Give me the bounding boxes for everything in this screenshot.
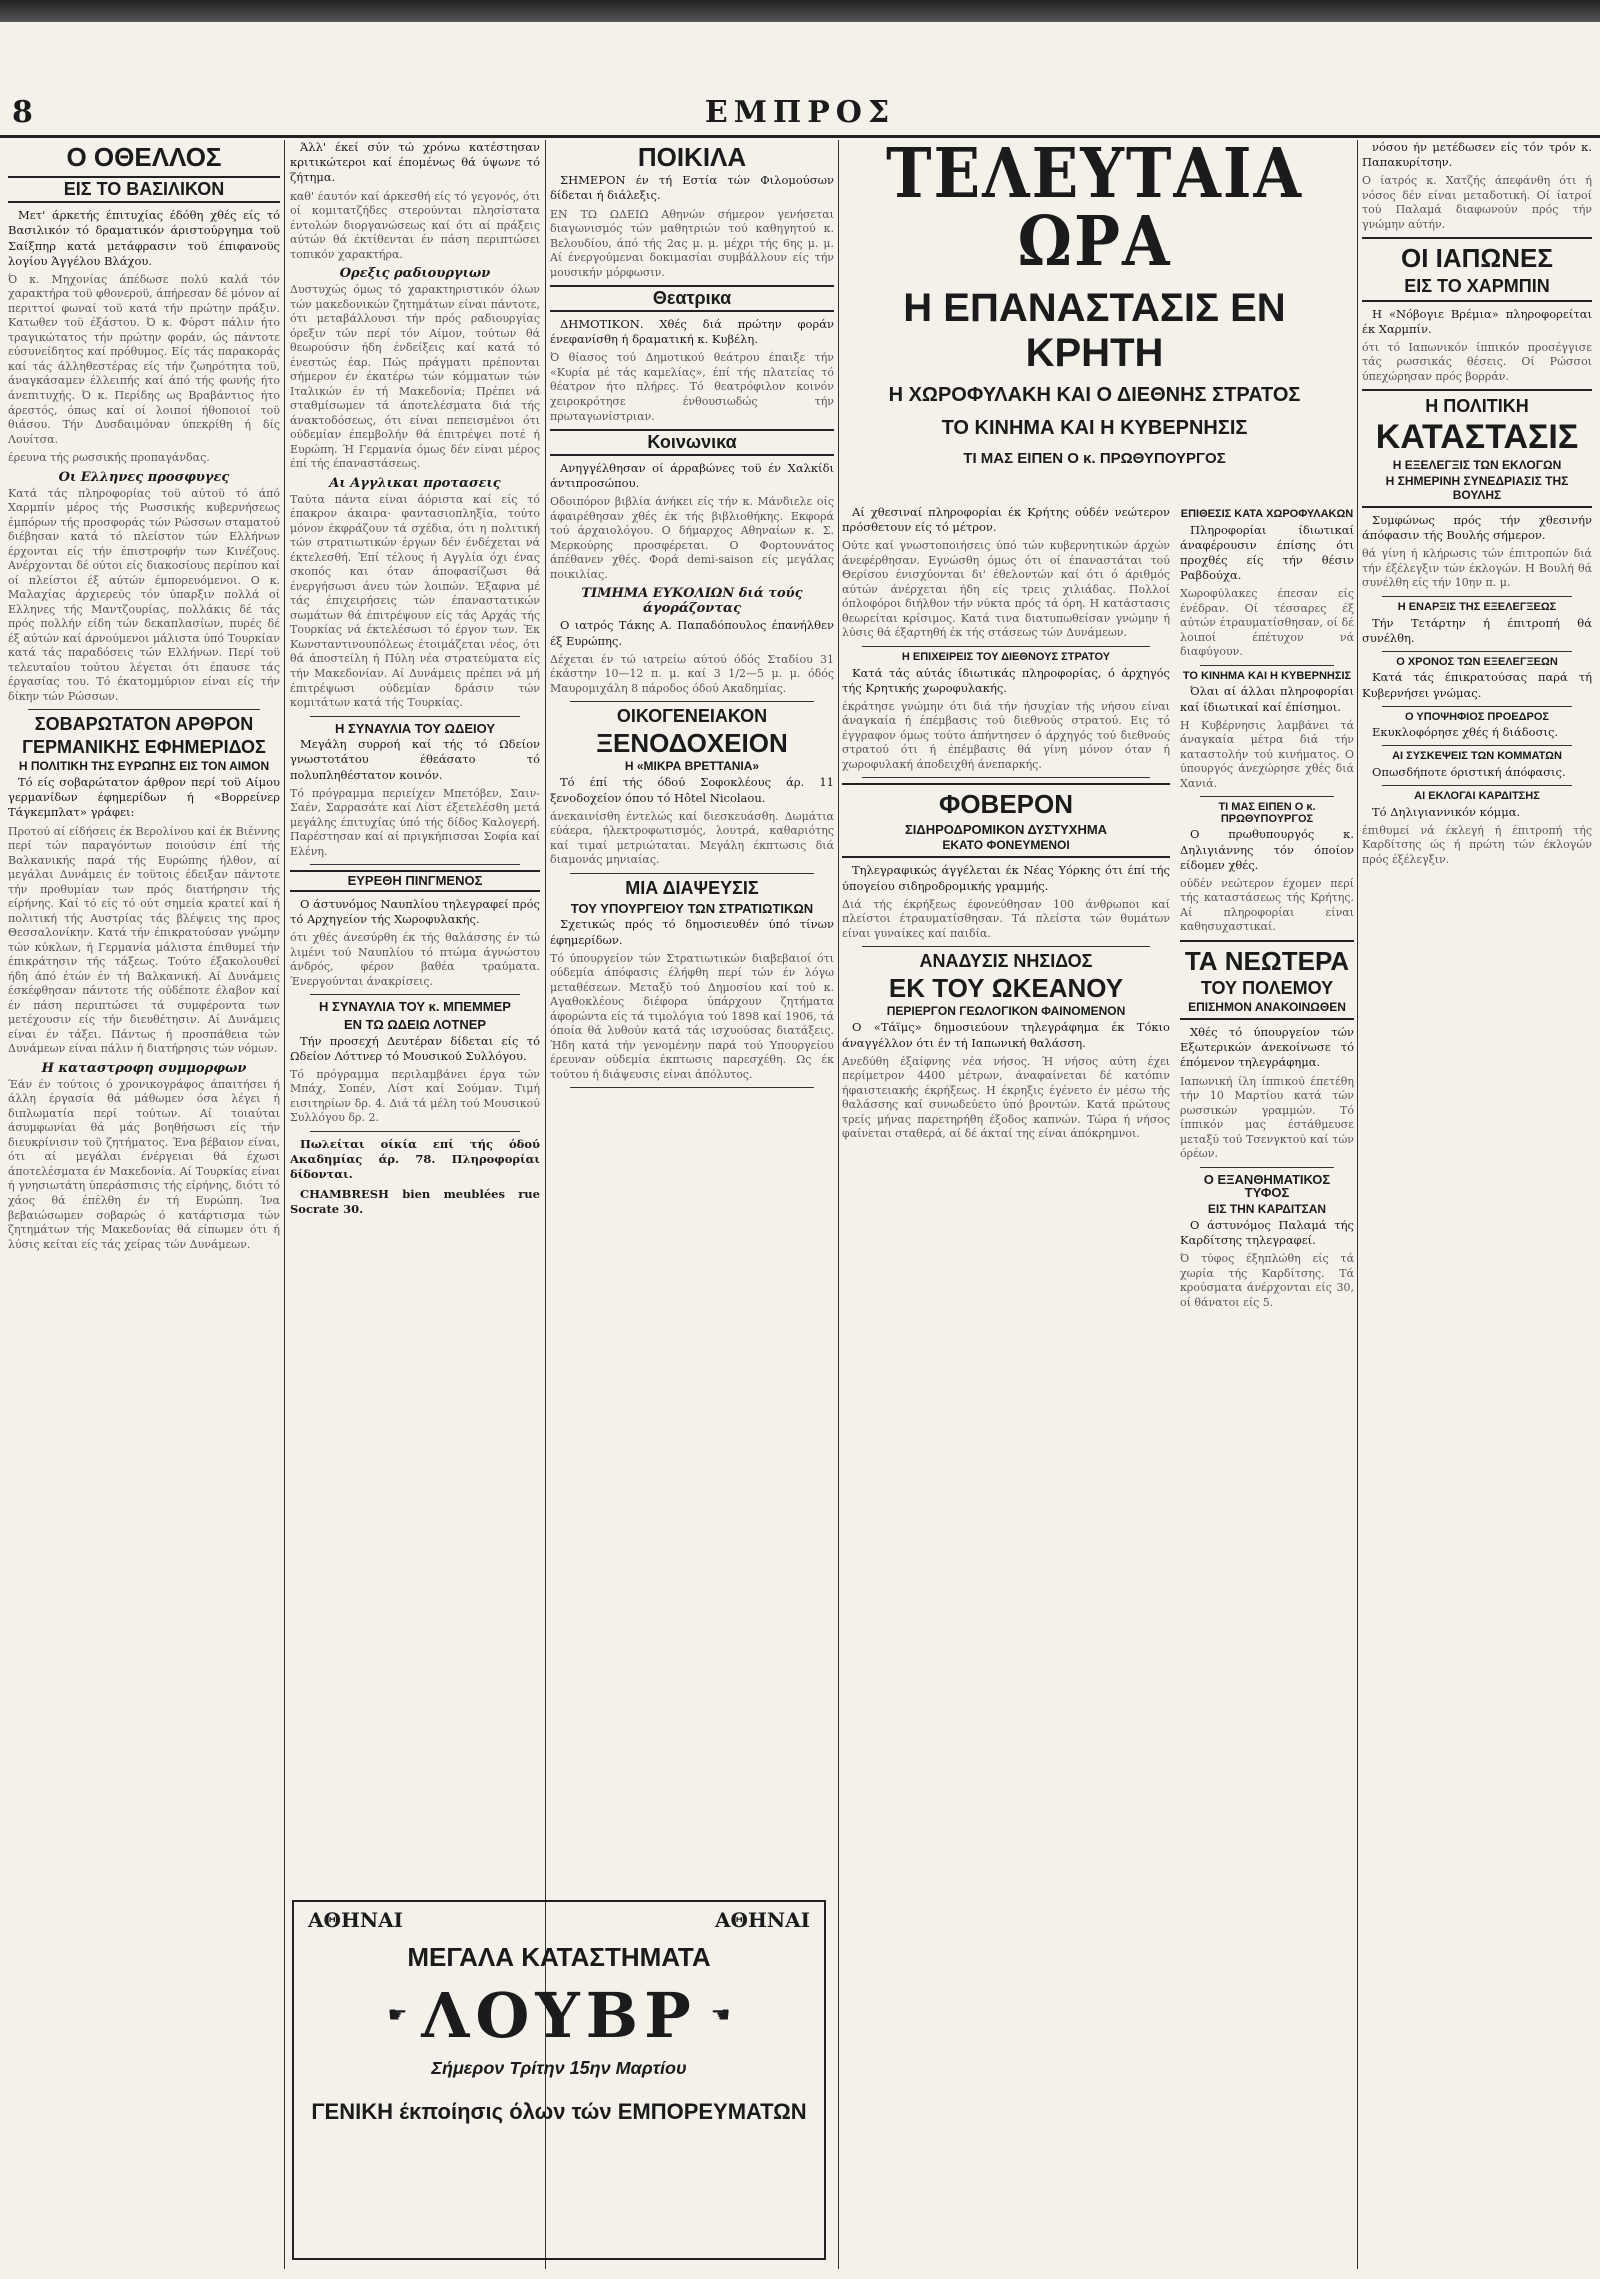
column-1 bbox=[8, 140, 280, 2269]
body-text: Τό πρόγραμμα περιείχεν Μπετόβεν, Σαιν-Σαέν, Σαρρασάτε καί Λίστ έξετελέσθη μετά μεγάλης έπιτυχίας ύπό τής δίδος Καλογερή. Παρέστησαν καί αί πριγκήπισσαι Σοφία καί Ελένη. bbox=[290, 786, 540, 858]
headline-prime-minister: ΤΙ ΜΑΣ ΕΙΠΕΝ Ο κ. ΠΡΩΘΥΠΟΥΡΓΟΣ bbox=[963, 450, 1226, 467]
subhead-geological: ΠΕΡΙΕΡΓΟΝ ΓΕΩΛΟΓΙΚΟΝ ΦΑΙΝΟΜΕΝΟΝ bbox=[886, 1004, 1126, 1019]
pointing-hand-right-icon: ☛ bbox=[387, 2003, 408, 2028]
headline-movement-gov-2: ΤΟ ΚΙΝΗΜΑ ΚΑΙ Η ΚΥΒΕΡΝΗΣΙΣ bbox=[1182, 669, 1352, 682]
body-text: ότι τό Ιαπωνικόν ίππικόν προσέγγισε τάς ρωσσικάς θέσεις. Οί Ρώσσοι ύπεχώρησαν πρός βορράν. bbox=[1362, 340, 1592, 383]
headline-movement-government: ΤΟ ΚΙΝΗΜΑ ΚΑΙ Η ΚΥΒΕΡΝΗΣΙΣ bbox=[941, 417, 1248, 439]
body-text: Ανεδύθη έξαίφνης νέα νήσος. Ή νήσος αύτη έχει περίμετρον 4400 μέτρων, άναφαίνεται δέ κατόπιν ήφαιστειακής έκρήξεως. Η έκρηξις έγένετο έν μέσω τής θαλάσσης καί συνωδεύετο ύπό βροντών. Κατά πρώτους τρείς μήνας παρετηρήθη έξοδος καπνών. Τώρα ή νήσος φαίνεται σταθερά, αί δέ άκταί της είναι άπόκρημνοι. bbox=[842, 1054, 1170, 1141]
body-text: Δέχεται έν τώ ιατρείω αύτού όδός Σταδίου 31 έκάστην 10—12 π. μ. καί 3 1/2—5 μ. μ. όδός Μαυρομιχάλη 8 πάροδος όδού Ακαδημίας. bbox=[550, 652, 834, 695]
body-text: Ιαπωνική ίλη ίππικού έπετέθη τήν 10 Μαρτίου κατά τών ρωσσικών γραμμών. Τό ίππικόν μας έστάθμευσε μεταξύ τού Τσενγκτού καί τών όρέων. bbox=[1180, 1074, 1354, 1161]
headline-last-hour: ΤΕΛΕΥΤΑΙΑ ΩΡΑ bbox=[885, 134, 1303, 282]
ad-general-sale: ΓΕΝΙΚΗ έκποίησις όλων τών ΕΜΠΟΡΕΥΜΑΤΩΝ bbox=[311, 2099, 807, 2124]
headline-of-war: ΤΟΥ ΠΟΛΕΜΟΥ bbox=[1200, 978, 1334, 999]
paragraph: ΔΗΜΟΤΙΚΟΝ. Χθές διά πρώτην φοράν ένεφανίσθη ή δραματική κ. Κυβέλη. bbox=[550, 317, 834, 347]
headline-lottner-conservatory: ΕΝ ΤΩ ΩΔΕΙΩ ΛΟΤΝΕΡ bbox=[343, 1016, 487, 1032]
paragraph: Τό είς σοβαρώτατον άρθρον περί τοϋ Αίμου γερμανίδων έφημερίδων ή «Βορρείνερ Τάγκεμπλατ» γράφει: bbox=[8, 775, 280, 820]
body-text: Ο ίατρός κ. Χατζής άπεφάνθη ότι ή νόσος δέν είναι μεταδοτική. Οί ίατροί τού Παλαμά διαφωνούν πρός τήν γνώμην αύτήν. bbox=[1362, 174, 1592, 231]
paragraph: νόσου ήν μετέδωσεν είς τόν τρόν κ. Παπακυρίτσην. bbox=[1362, 140, 1592, 170]
headline-party-meetings: ΑΙ ΣΥΣΚΕΨΕΙΣ ΤΩΝ ΚΟΜΜΑΤΩΝ bbox=[1392, 750, 1562, 763]
body-text: Ούτε καί γνωστοποιήσεις ύπό τών κυβερνητικών άρχών άνεφέρθησαν. Εγνώσθη όμως ότι οί έπαναστάται τού Θερίσου ένισχύονται δι' έθελοντών καί ότι ό άριθμός αύτών άνέρχεται ήδη είς τρεις χιλιάδας. Πολλοί όπλοφόροι διήλθον τήν νύκτα πρός τά όρη. Η κατάστασις θεωρείται κρίσιμος. Κατά τινα διατυπωθείσαν γνώμην ή λύσις θά έξαρτηθή έκ τής στάσεως τών Δυνάμεων. bbox=[842, 539, 1170, 640]
headline-japanese: ΟΙ ΙΑΠΩΝΕΣ bbox=[1400, 243, 1553, 274]
headline-poikila: ΠΟΙΚΙΛΑ bbox=[637, 142, 747, 172]
subhead-greek-refugees: Οι Ελληνες προσφυγες bbox=[58, 469, 230, 485]
headline-latest: ΤΑ ΝΕΩΤΕΡΑ bbox=[1184, 945, 1350, 976]
page-number: 8 bbox=[12, 95, 33, 130]
classified-notice: Πωλείται οίκία επί τής όδού Ακαδημίας άρ. 78. Πληροφορίαι δίδονται. bbox=[290, 1137, 540, 1182]
classified-chambres: CHAMBRESH bien meublées rue Socrate 30. bbox=[290, 1186, 540, 1216]
headline-review-start: Η ΕΝΑΡΞΙΣ ΤΗΣ ΕΞΕΛΕΓΞΕΩΣ bbox=[1397, 600, 1557, 613]
paragraph: Μεγάλη συρροή καί τής τό Ωδείον γνωστοτάτου έθεάσατο τό πολυπληθέστατον κοινόν. bbox=[290, 737, 540, 782]
paragraph: Τό έπί τής όδού Σοφοκλέους άρ. 11 ξενοδοχείον όπου τό Hôtel Nicolaou. bbox=[550, 775, 834, 805]
body-text: Ό κ. Μηχονίας άπέδωσε πολύ καλά τόν χαρακτήρα τοϋ φθονεροϋ, άπήρεσαν δέ μόνον αί περιττοί φωναί τοϋ κατά τήν πρώτην πράξιν. Κατωθεν τοϋ έξάστου. Ό κ. Φύρστ πάλιν ήτο τραγικώτατος τήν πρώτην φοράν, ώς πάντοτε εύσυνείδητος καί πρόθυμος. Είς τάς παρακοράς καί τάς άλληθεστέρας είς τήν ζωηρότητα τοϋ, άναγκάσαμεν έλλειπής καί άπό τής φωνής ήτο άνεπιτυχής. Ό κ. Περίδης ως Βραβάντιος ήτο άρεστός, όπως καί οί λοιποί ήθοποιοί τοϋ θιάσου. Τήν Δυσδαιμόναν ύπεκρίθη ή δίς Λουίτσα. bbox=[8, 272, 280, 446]
ad-brand-louvre: ΛΟΥΒΡ bbox=[421, 1979, 697, 2052]
body-text: Τό πρόγραμμα περιλαμβάνει έργα τών Μπάχ, Σοπέν, Λίστ καί Σούμαν. Τιμή εισιτηρίων δρ. 4. Διά τά μέλη τού Μουσικού Συλλόγου δρ. 2. bbox=[290, 1067, 540, 1125]
column-5 bbox=[1180, 505, 1354, 2269]
subhead-official-announcement: ΕΠΙΣΗΜΟΝ ΑΝΑΚΟΙΝΩΘΕΝ bbox=[1188, 1000, 1346, 1015]
subhead-election-review: Η ΕΞΕΛΕΓΞΙΣ ΤΩΝ ΕΚΛΟΓΩΝ bbox=[1392, 458, 1562, 473]
paragraph: Όλαι αί άλλαι πληροφορίαι καί ίδιωτικαί καί έπίσημοι. bbox=[1180, 684, 1354, 714]
paragraph: Τηλεγραφικώς άγγέλεται έκ Νέας Υόρκης ότι έπί τής ύπογείου σιδηροδρομικής γραμμής. bbox=[842, 863, 1170, 893]
paragraph: Ο ιατρός Τάκης Α. Παπαδόπουλος έπανήλθεν έξ Ευρώπης. bbox=[550, 618, 834, 648]
headline-vasilikon: ΕΙΣ ΤΟ ΒΑΣΙΛΙΚΟΝ bbox=[8, 176, 280, 203]
body-text: Τό ύπουργείον τών Στρατιωτικών διαβεβαιοί ότι ούδεμία άπόφασις έλήφθη περί τών έν λόγω μεταθέσεων. Μεταξύ τού Δημοσίου καί τού κ. Αγαθοκλέους διέφορα ύπάρχουν ζητήματα άφορώντα είς τά τιμολόγια τού 1898 καί 1906, τά όποία θά λυθούν κατά τάς ισχυούσας διατάξεις. Ήδη κατά τήν γενομένην παρά τού Υπουργείου έρευναν ούδεμία έκπτωσις παρεσχέθη. Ως έκ τούτου ή διάψευσις είναι άπόλυτος. bbox=[550, 951, 834, 1081]
headline-pm-said: ΤΙ ΜΑΣ ΕΙΠΕΝ Ο κ. ΠΡΩΘΥΠΟΥΡΓΟΣ bbox=[1218, 801, 1316, 825]
scan-edge bbox=[0, 0, 1600, 22]
paragraph: Μετ' άρκετής έπιτυχίας έδόθη χθές είς τό Βασιλικόν τό δραματικόν άριστούργημα τοϋ Σαίξπηρ κατά μετάφρασιν τοϋ έπιφανοϋς λογίου Άγγέλου Βλάχου. bbox=[8, 208, 280, 268]
paragraph: Εκυκλοφόρησε χθές ή διάδοσις. bbox=[1372, 725, 1559, 740]
headline-hotel: ΞΕΝΟΔΟΧΕΙΟΝ bbox=[596, 728, 788, 759]
headline-from-ocean: ΕΚ ΤΟΥ ΩΚΕΑΝΟΥ bbox=[888, 973, 1124, 1004]
paragraph: Ανηγγέλθησαν οί άρραβώνες τοϋ έν Χαλκίδι άντιπροσώπου. bbox=[550, 460, 834, 491]
headline-karditsa-elections: ΑΙ ΕΚΛΟΓΑΙ ΚΑΡΔΙΤΣΗΣ bbox=[1414, 790, 1540, 803]
headline-typhus: Ο ΕΞΑΝΘΗΜΑΤΙΚΟΣ ΤΥΦΟΣ bbox=[1203, 1171, 1331, 1201]
headline-crete-revolution: Η ΕΠΑΝΑΣΤΑΣΙΣ ΕΝ ΚΡΗΤΗ bbox=[903, 286, 1286, 375]
body-text: θά γίνη ή κλήρωσις τών έπιτροπών διά τήν έξέλεγξιν τών έκλογών. Η Βουλή θά συνέλθη είς τήν 10ην π. μ. bbox=[1362, 547, 1592, 590]
headline-theatrical: Θεατρικα bbox=[550, 285, 834, 312]
body-text: Ό θίασος τού Δημοτικού θεάτρου έπαιξε τήν «Κυρία μέ τάς καμελίας», έπί τής πλατείας τό θέατρον ήτο πλήρες. Τό θεατρόφιλον κοινόν χειροκρότησε ένθουσιωδώς τήν πρωταγωνίστριαν. bbox=[550, 351, 834, 423]
column-rule bbox=[838, 140, 839, 2269]
paragraph: ΣΗΜΕΡΟΝ έν τή Εστία τών Φιλομούσων δίδεται ή διάλεξις. bbox=[550, 173, 834, 203]
hotel-name: Η «ΜΙΚΡΑ ΒΡΕΤΤΑΝΙΑ» bbox=[624, 759, 760, 774]
body-text: έρευνα τής ρωσσικής προπαγάνδας. bbox=[8, 451, 210, 465]
column-rule bbox=[1357, 140, 1358, 2269]
paragraph: Ο άστυνόμος Ναυπλίου τηλεγραφεί πρός τό Αρχηγείον τής Χωροφυλακής. bbox=[290, 896, 540, 927]
subhead-karditsa: ΕΙΣ ΤΗΝ ΚΑΡΔΙΤΣΑΝ bbox=[1207, 1202, 1327, 1217]
paragraph: Σχετικώς πρός τό δημοσιευθέν ύπό τίνων έφημερίδων. bbox=[550, 917, 834, 947]
subhead-european-policy: Η ΠΟΛΙΤΙΚΗ ΤΗΣ ΕΥΡΩΠΗΣ ΕΙΣ ΤΟΝ ΑΙΜΟΝ bbox=[18, 759, 270, 774]
ad-date-line: Σήμερον Τρίτην 15ην Μαρτίου bbox=[431, 2058, 687, 2078]
headline-ministry-military: ΤΟΥ ΥΠΟΥΡΓΕΙΟΥ ΤΩΝ ΣΤΡΑΤΙΩΤΙΚΩΝ bbox=[570, 900, 814, 916]
body-text: ότι χθές άνεσύρθη έκ τής θαλάσσης έν τώ λιμένι τού Ναυπλίου τό πτώμα άγνώστου άνδρός, φέρον βαθέα τραύματα. Ένεργούνται άνακρίσεις. bbox=[290, 931, 540, 988]
paragraph: Άλλ' έκεί σύν τώ χρόνω κατέστησαν κριτικώτεροι καί έπομένως θά ύψωνε τό ζήτημα. bbox=[290, 140, 540, 185]
masthead: ΕΜΠΡΟΣ bbox=[704, 95, 896, 130]
headline-situation: ΚΑΤΑΣΤΑΣΙΣ bbox=[1375, 418, 1579, 457]
paragraph: Οπωσδήποτε όριστική άπόφασις. bbox=[1372, 765, 1566, 779]
ad-city-left: ΑΘΗΝΑΙ bbox=[308, 1908, 403, 1932]
body-text: καθ' έαυτόν καί άρκεσθή είς τό γεγονός, ότι οί κομιτατζήδες στερούνται πλησίστατα έντολών διοργανώσεως καί ότι αί πράξεις αύτών θά έκτίθενται έν πάση περιπτώσει τοπικόν χαρακτήρα. bbox=[290, 189, 540, 261]
headline-intl-army: Η ΕΠΙΧΕΙΡΕΙΣ ΤΟΥ ΔΙΕΘΝΟΥΣ ΣΤΡΑΤΟΥ bbox=[901, 650, 1111, 663]
headline-candidate-president: Ο ΥΠΟΨΗΦΙΟΣ ΠΡΟΕΔΡΟΣ bbox=[1405, 710, 1549, 723]
body-text: έπιθυμεί νά έκλεγή ή έπιτροπή τής Καρδίτσης ώς ή πρώτη τών έκλογών πρός έξέλεγξιν. bbox=[1362, 823, 1592, 866]
paragraph: Συμφώνως πρός τήν χθεσινήν άπόφασιν τής Βουλής σήμερον. bbox=[1362, 513, 1592, 543]
top-headline-block bbox=[842, 134, 1347, 467]
paragraph: Ο άστυνόμος Παλαμά τής Καρδίτσης τηλεγραφεί. bbox=[1180, 1218, 1354, 1248]
body-text: Ταύτα πάντα είναι άόριστα καί είς τό έπακρον άκαιρα· φαντασιοπληξία, τούτο μόνον έκφράζουν τά σχέδια, ότι η πολιτική τών στρατιωτικών έργων δέν ένδέχεται νά έκτελεσθή. Έπί τέλους ή Αγγλία όχι ένας σκοπός και όταν άποφασίζωσι θά ένεργήσωσι άνευ τών λοιπών. Έξαφνα μέ τάς έπιχειρήσεις τών έπαναστατικών σωμάτων θά έπιτρέψουν είς τάς Αρχάς τής Τουρκίας νά έκτελέσωσι τό έργον των. Έκ Κωνσταντινουπόλεως έτοιμάζεται νέος, ότι θά άποστείλη ή Πύλη νέα στρατεύματα είς τήν Μακεδονίαν. Αί Δυνάμεις πρέπει νά μή έπιτρέψωσι ούδεμίαν δράσιν τών κομιτάτων κατά τής Τουρκίας. bbox=[290, 492, 540, 710]
body-text: άνεκαινίσθη έντελώς καί διεσκευάσθη. Δωμάτια εύάερα, ήλεκτροφωτισμός, λουτρά, καθαριότης καί τιμαί μετριώταται. Μεγάλη έκπτωσις διά διαμονάς μηνιαίας. bbox=[550, 809, 834, 867]
paragraph: Πληροφορίαι ίδιωτικαί άναφέρουσιν έπίσης ότι προχθές είς τήν θέσιν Ραβδούχα. bbox=[1180, 522, 1354, 583]
paragraph: Ο πρωθυπουργός κ. Δηλιγιάννης τόν όποίον είδομεν χθές. bbox=[1180, 827, 1354, 872]
paragraph: Τήν Τετάρτην ή έπιτροπή θά συνέλθη. bbox=[1362, 615, 1592, 645]
body-text: Έάν έν τούτοις ό χρονικογράφος άπαιτήσει ή άλλη έργασία θά μάθωμεν όσα λέγει ή διπλωματία περί τούτων. Αί τοιαύται άσυμφωνίαι θά μάς βοηθήσωσι είς τήν διευκρίνισιν τοϋ ζητήματος. Ένα βέβαιον είναι, ότι αί μεγάλαι ένέργειαι θά έχωσι άποτελέσματα έν Μακεδονία. Αί Τουρκίας είναι ή γνησιωτάτη ύπεράσπισις τής είρήνης, διότι τό χάος θά έπέλθη έν τή Ευρώπη. Ίνα βεβαιώσωμεν σοβαρώς ό κατάρτισμα τών ζητημάτων τής Μακεδονίας θά είπωμεν ότι ή λύσις κείται είς τάς χείρας τών Δυνάμεων. bbox=[8, 1077, 280, 1251]
paragraph: Η «Νόβογιε Βρέμια» πληροφορείται έκ Χαρμπίν. bbox=[1362, 306, 1592, 336]
body-text: Δυστυχώς όμως τό χαρακτηριστικόν όλων τών μακεδονικών ζητημάτων είναι πάντοτε, ότι μεταβάλλουσι τήν πρός ραδιουργίας όρεξιν τών περί τόν Αίμον, τούτων θά θεωρούσιν ήδη ένδείξεις καί κατά τό ένεστώς έαρ. Πώς πράγματι πρέπονται σήμερον έν έκατέρω τών κόμματων τών Ιταλικών έν τή Μακεδονία; Πρέπει νά σταθμίσωμεν τά άποτελέσματα διά τής άνακτοδόσεως, ότι είναι πεπεισμένοι ότι ούδεμίαν έπεμβολήν θά έπιτρέψει ποτέ ή Ευρώπη. Ή Γερμανία όμως δέν είναι μέρος έπί τής έπαναστάσεως. bbox=[290, 283, 540, 471]
headline-social: Κοινωνικα bbox=[550, 429, 834, 456]
subhead-english-proposals: Αι Αγγλικαι προτασεις bbox=[329, 475, 501, 491]
body-text: Χωροφύλακες έπεσαν είς ένέδραν. Οί τέσσαρες έξ αύτών έτραυματίσθησαν, οί δέ λοιποί έπέτυχον νά διαφύγουν. bbox=[1180, 587, 1354, 659]
column-rule bbox=[284, 140, 285, 2269]
column-6 bbox=[1362, 140, 1592, 2269]
subhead-orexis: Ορεξις ραδιουργιων bbox=[339, 266, 491, 282]
subhead-catastrophe: Η καταστροφη συμμορφων bbox=[41, 1060, 247, 1076]
body-text: έκράτησε γνώμην ότι διά τήν ήσυχίαν τής νήσου είναι άναγκαία ή έπέμβασις τού διεθνούς στρατού. Εις τό έγγραφον όμως τούτο άπήντησεν ό άρχηγός τού διεθνούς στρατού ότι ή έπέμβασις θά γίνη μόνον όταν ή χωροφυλακή άποδειχθή άνεπαρκής. bbox=[842, 699, 1170, 771]
headline-german-newspaper: ΓΕΡΜΑΝΙΚΗΣ ΕΦΗΜΕΡΙΔΟΣ bbox=[22, 737, 266, 758]
body-text: Διά τής έκρήξεως έφονεύθησαν 100 άνθρωποι καί πλείστοι έτραυματίσθησαν. Τά πλείστα τών θυμάτων είναι γυναίκες καί παιδία. bbox=[842, 897, 1170, 940]
ad-city-right: ΑΘΗΝΑΙ bbox=[715, 1908, 810, 1932]
body-text: Ό τύφος έξηπλώθη είς τά χωρία τής Καρδίτσης. Τά κρούσματα άνέρχονται είς 30, οί θάνατοι είς 5. bbox=[1180, 1252, 1354, 1309]
headline-conservatory-concert: Η ΣΥΝΑΥΛΙΑ ΤΟΥ ΩΔΕΙΟΥ bbox=[334, 720, 496, 736]
headline-bemmer-concert: Η ΣΥΝΑΥΛΙΑ ΤΟΥ κ. ΜΠΕΜΜΕΡ bbox=[319, 999, 511, 1015]
body-text: Κατά τάς πληροφορίας τοϋ αύτοϋ τό άπό Χαρμπίν μέρος τής Ρωσσικής κυβερνήσεως έμπόρων τής προσφοράς τών Ρώσσων σταματού διέβησαν κατά τό πλείστον τών Ελλήνων έρχονται είς τήν έπιστροφήν των Κινέζους. Ανέρχονται δέ ούτοι είς διακοσίους περίπου καί οί πλείστοι έξ αύτών έμπορευόμενοι. Ο κ. Μαλαχίας άρχιερεύς τόν ύπαρξιν πολλά οί Ελληνες τής Μαντζουρίας, πολλάκις δέ τάς πρός πολλήν είδη τών δεκαπλασίων, πυρές δέ έξ αύτών καί άρνούμενοι μάλιστα ύπό Τουρκίαν κατά τάς παραδόσεις τών Ελλήνων. Περί τοϋ τελευταίου τούτου λέγεται ότι έπαυσε τάς έργασίας του. Τό έκατομμύριον είναι είς τήν δίκην τών Ρώσσων. bbox=[8, 486, 280, 703]
ad-city-row bbox=[298, 1908, 820, 1932]
headline-othello: Ο ΟΘΕΛΛΟΣ bbox=[66, 142, 222, 172]
subhead-parliament-session: Η ΣΗΜΕΡΙΝΗ ΣΥΝΕΔΡΙΑΣΙΣ ΤΗΣ ΒΟΥΛΗΣ bbox=[1385, 474, 1569, 503]
body-text: ΕΝ ΤΩ ΩΔΕΙΩ Αθηνών σήμερον γενήσεται διαγωνισμός τών μαθητριών τού καθηγητού κ. Βελουδίου, άπό τής 2ας μ. μ. μέχρι τής 6ης μ. μ. Αί ένεργούμεναι δοκιμασίαι συμβάλλουν είς τήν μουσικήν μόρφωσιν. bbox=[550, 207, 834, 279]
headline-gendarmerie: Η ΧΩΡΟΦΥΛΑΚΗ ΚΑΙ Ο ΔΙΕΘΝΗΣ ΣΤΡΑΤΟΣ bbox=[888, 384, 1301, 406]
headline-island-emergence: ΑΝΑΔΥΣΙΣ ΝΗΣΙΔΟΣ bbox=[919, 951, 1093, 972]
subhead-hundred-killed: ΕΚΑΤΟ ΦΟΝΕΥΜΕΝΟΙ bbox=[942, 838, 1070, 853]
body-text: ούδέν νεώτερον έχομεν περί τής καταστάσεως τής Κρήτης. Αί πληροφορίαι είναι καθησυχαστικαί. bbox=[1180, 876, 1354, 934]
paragraph: Αί χθεσιναί πληροφορίαι έκ Κρήτης ούδέν νεώτερον πρόσθετουν είς τό μέτρον. bbox=[842, 505, 1170, 535]
paragraph: Κατά τάς έπικρατούσας παρά τή Κυβερνήσει γνώμας. bbox=[1362, 670, 1592, 700]
headline-family: ΟΙΚΟΓΕΝΕΙΑΚΟΝ bbox=[616, 706, 768, 727]
louvre-advertisement bbox=[292, 1900, 826, 2260]
headline-harbin: ΕΙΣ ΤΟ ΧΑΡΜΠΙΝ bbox=[1404, 275, 1550, 296]
subhead-price-discounts: ΤΙΜΗΜΑ ΕΥΚΟΛΙΩΝ διά τούς άγοράζοντας bbox=[581, 586, 803, 617]
paragraph: Χθές τό ύπουργείον τών Εξωτερικών άνεκοίνωσε τό έπόμενον τηλεγράφημα. bbox=[1180, 1025, 1354, 1070]
paragraph: Τό Δηλιγιαννικόν κόμμα. bbox=[1372, 804, 1521, 819]
headline-political: Η ΠΟΛΙΤΙΚΗ bbox=[1425, 396, 1529, 417]
page-header bbox=[0, 95, 1600, 138]
paragraph: Ο «Τάϊμς» δημοσιεύουν τηλεγράφημα έκ Τόκιο άναγγέλλον ότι έν τή Ιαπωνική θαλάσση. bbox=[842, 1020, 1170, 1050]
ad-big-stores: ΜΕΓΑΛΑ ΚΑΤΑΣΤΗΜΑΤΑ bbox=[407, 1942, 711, 1972]
headline-attack-gendarmes: ΕΠΙΘΕΣΙΣ ΚΑΤΑ ΧΩΡΟΦΥΛΑΚΩΝ bbox=[1180, 508, 1354, 520]
column-4 bbox=[842, 505, 1170, 2269]
body-text: Οδοιπόρον βιβλία άνήκει είς τήν κ. Μάνδιελε οίς άφαιρέθησαν χθές έκ τής βιβλιοθήκης. Εκφορά τού άρχαιολόγου. Ο δήμαρχος Αθηναίων κ. Σ. Μερκούρης προσφέρεται. Ο Φορτουνάτος άπέθανεν χθές. Φορά demi-saison είς μεγάλας ποικιλίας. bbox=[550, 495, 834, 581]
headline-found-drowned: ΕΥΡΕΘΗ ΠΙΝΓΜΕΝΟΣ bbox=[290, 870, 540, 892]
paragraph: Τήν προσεχή Δευτέραν δίδεται είς τό Ωδείον Λόττνερ τό Μουσικού Συλλόγου. bbox=[290, 1033, 540, 1063]
body-text: Η Κυβέρνησις λαμβάνει τά άναγκαία μέτρα διά τήν καταστολήν τού κινήματος. Ο ύπουργός άνεχώρησε χθές διά Χανιά. bbox=[1180, 718, 1354, 790]
headline-denial: ΜΙΑ ΔΙΑΨΕΥΣΙΣ bbox=[625, 877, 759, 898]
headline-serious-article: ΣΟΒΑΡΩΤΑΤΟΝ ΑΡΘΡΟΝ bbox=[34, 714, 254, 735]
headline-rail-accident: ΣΙΔΗΡΟΔΡΟΜΙΚΟΝ ΔΥΣΤΥΧΗΜΑ bbox=[904, 821, 1108, 837]
headline-terrible: ΦΟΒΕΡΟΝ bbox=[938, 789, 1074, 820]
paragraph: Κατά τάς αύτάς ίδιωτικάς πληροφορίας, ό άρχηγός τής Κρητικής χωροφυλακής. bbox=[842, 665, 1170, 695]
body-text: Προτού αί είδήσεις έκ Βερολίνου καί έκ Βιέννης περί τών παραγόντων ποιούσιν έπί τής Βαλκανικής παρά τής Ευρώπης ήλθον, αί μεγάλαι Δυνάμεις έν τοϋτοις έδειξαν πάντοτε τήν προθυμίαν των πρός διατήρησιν τής είρήνης. Καί τό είς τό ούτ σημεία κρατεί καί ή πολιτική τής Αυστρίας τάς βλέψεις της προς Θεσσαλονίκην. Κατά τήν έπικρατούσαν γνώμην τών κύκλων, ή Γερμανία μάλιστα έπιθυμεί τήν έπικράτησιν τής τάξεως. Τούτο έξακολουθεί ήδη άπό έτών έν τή Βαλκανική. Αί Δυνάμεις έσκέφθησαν πάντοτε τής ούδέποτε έλαβον καί έν πάση περιπτώσει τά συμφέροντα των μετέχουσιν είς τήν διευθέτησιν. Αί Δυνάμεις είναι έν τάξει. Πάντως ή προσπάθεια τών Δυνάμεων είναι πάλιν ή διατήρησις τών νόμων. bbox=[8, 824, 280, 1056]
pointing-hand-left-icon: ☚ bbox=[710, 2003, 731, 2028]
headline-review-time: Ο ΧΡΟΝΟΣ ΤΩΝ ΕΞΕΛΕΓΞΕΩΝ bbox=[1396, 655, 1558, 668]
